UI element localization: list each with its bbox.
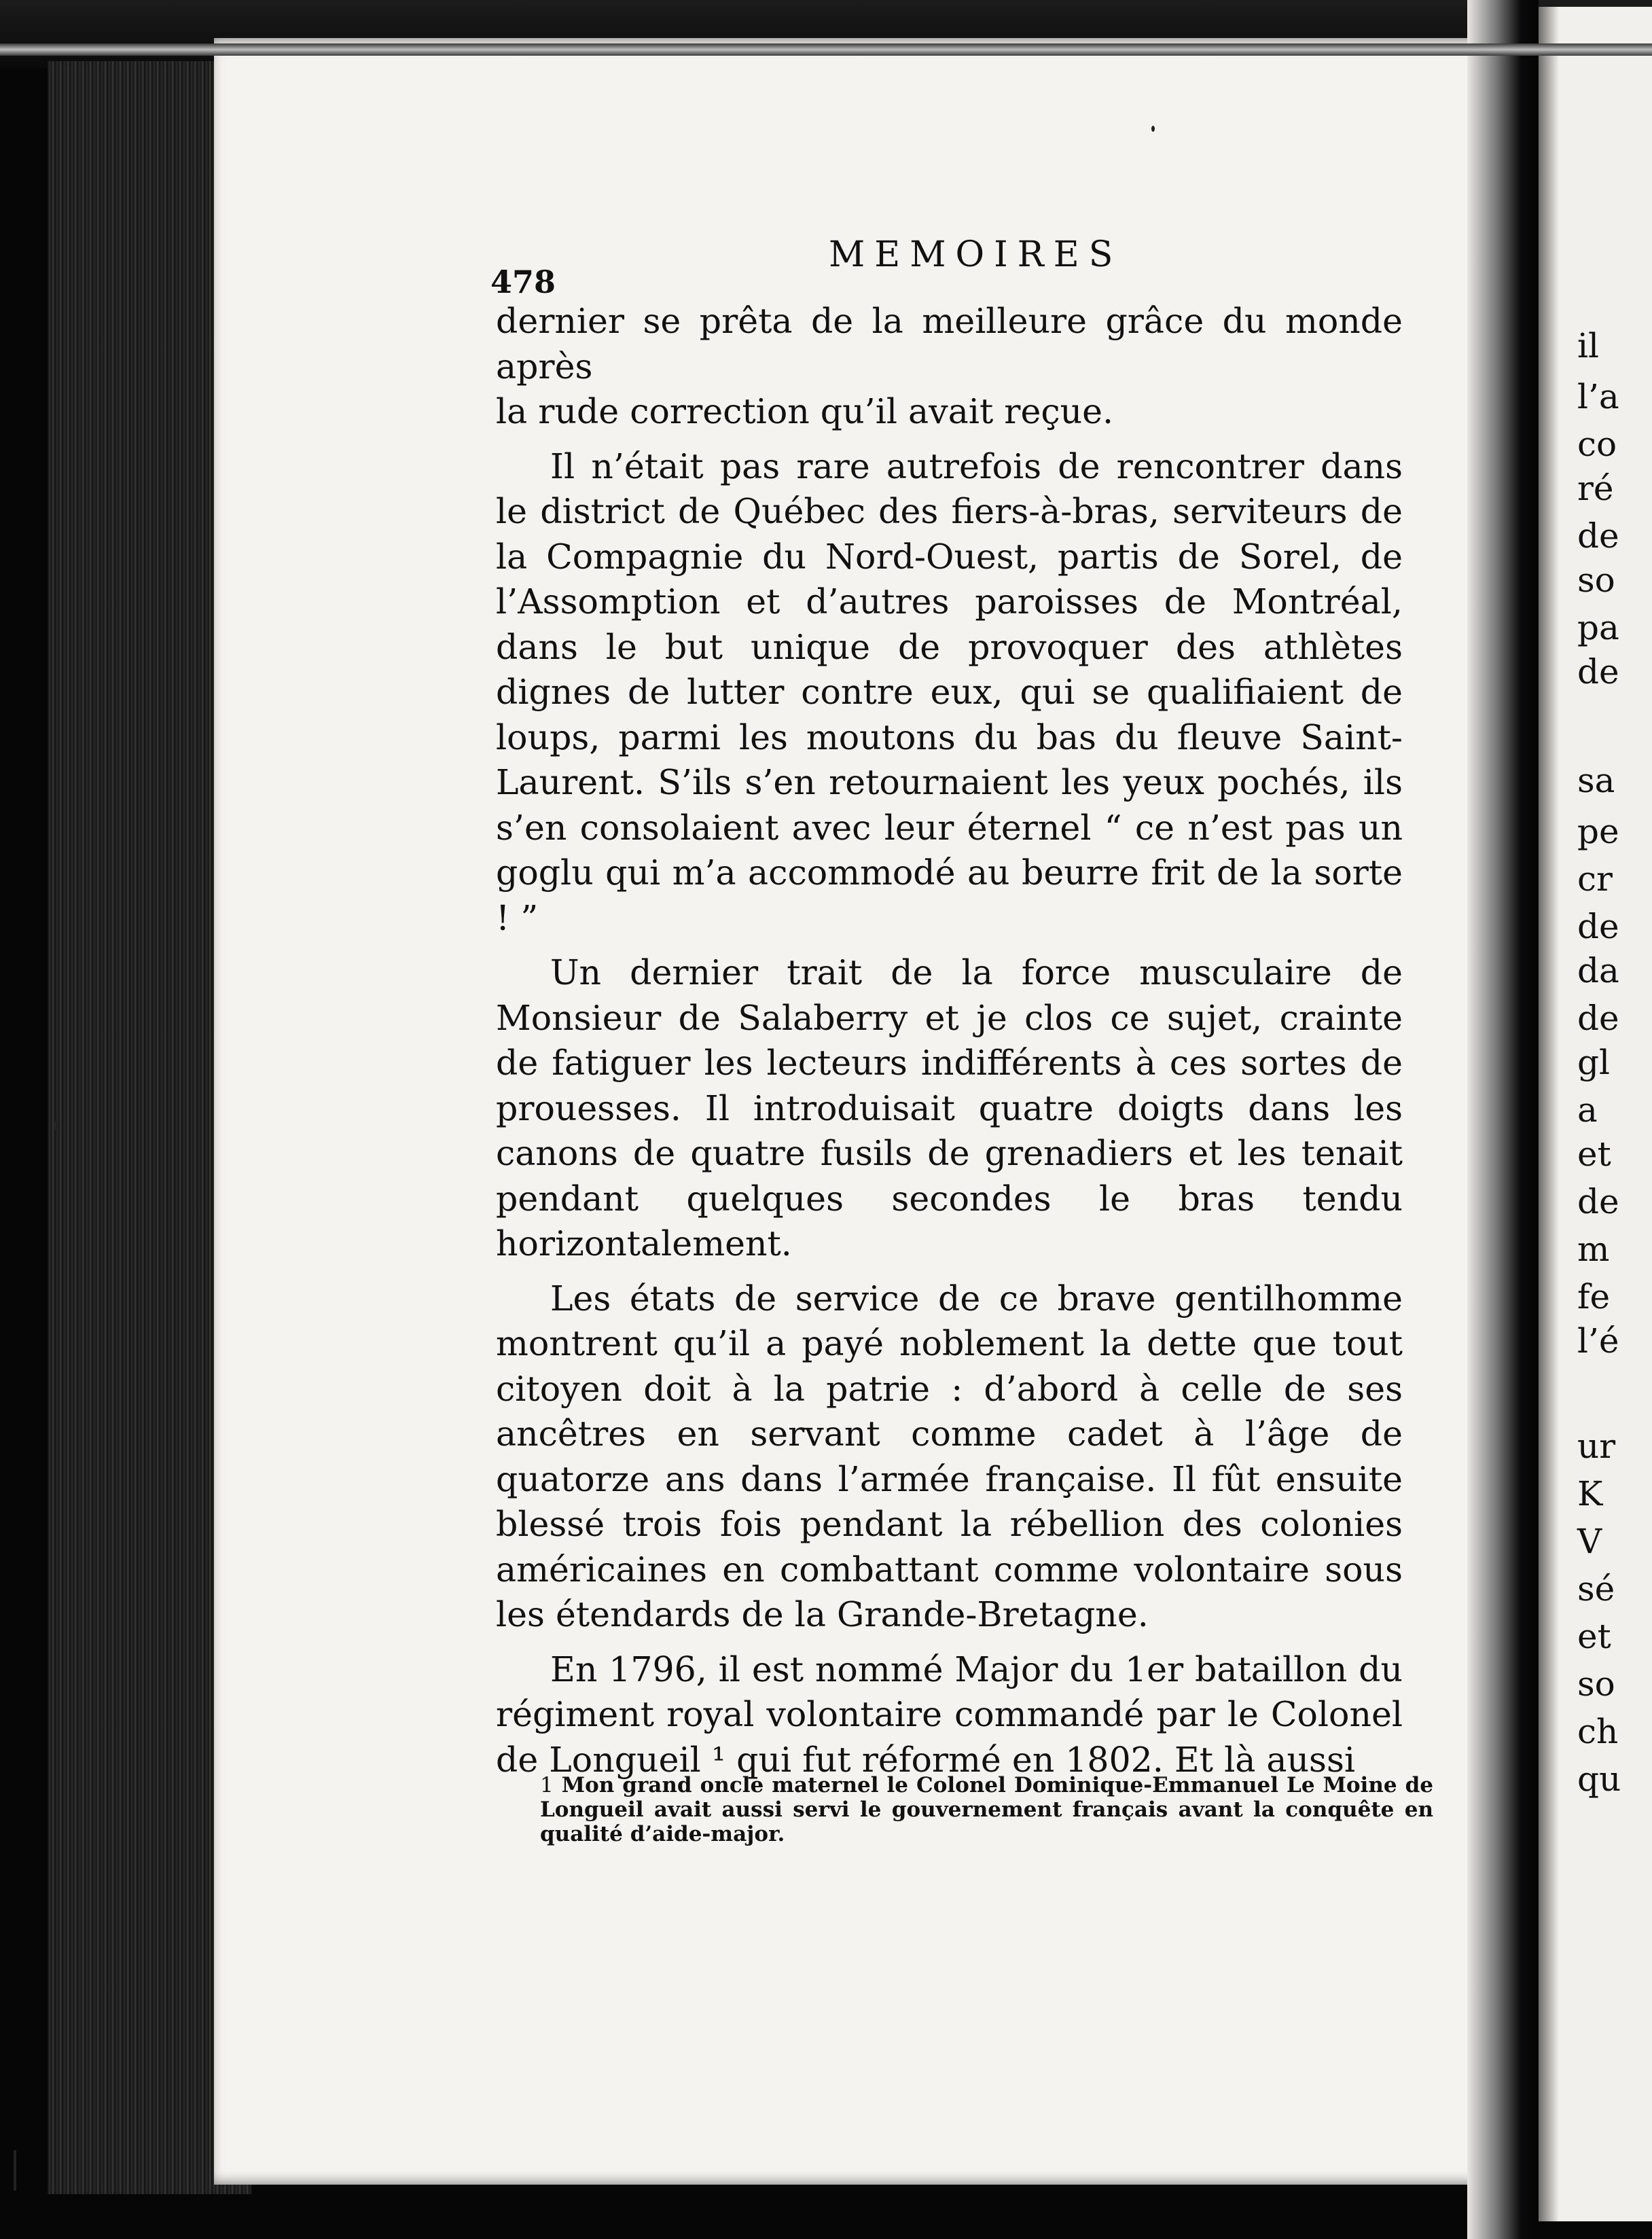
dust-speck	[54, 1121, 58, 1130]
facing-page-line: ur	[1577, 1427, 1616, 1466]
facing-page-line: m	[1577, 1230, 1610, 1269]
facing-page-line: ré	[1577, 469, 1614, 508]
facing-page-line: et	[1577, 1134, 1611, 1174]
facing-page-line: co	[1577, 425, 1617, 464]
facing-page-line: l’a	[1577, 377, 1619, 416]
facing-page-line: da	[1577, 951, 1619, 990]
facing-page-line: K	[1577, 1474, 1603, 1513]
scanner-top-line	[0, 43, 1652, 56]
running-title: MEMOIRES	[829, 234, 1123, 275]
facing-page-line: sa	[1577, 761, 1615, 800]
paragraph-etats-de-service: Les états de service de ce brave gentilhomme montrent qu’il a payé noblement la dette que tout citoyen doit à la patrie : d’abord à celle de ses ancêtres en servant comme cadet à l’âge de quatorze ans dans l’armée française. Il fût ensuite blessé trois fois pendant la rébellion des colonies américaines en combattant comme volontaire sous les étendards de la Grande-Bretagne.	[496, 1278, 1403, 1634]
facing-page-line: et	[1577, 1617, 1611, 1656]
facing-page-line: l’é	[1577, 1321, 1619, 1361]
page-number: 478	[490, 264, 556, 300]
dust-speck	[1151, 126, 1155, 132]
dust-speck	[14, 2150, 16, 2191]
facing-page-line: pe	[1577, 812, 1619, 851]
footnote	[540, 1773, 1433, 1846]
facing-page-line: cr	[1577, 859, 1613, 899]
facing-page-line: fe	[1577, 1277, 1611, 1316]
footnote-mark: 1	[540, 1773, 554, 1797]
paragraph-major-1796: En 1796, il est nommé Major du 1er bataillon du régiment royal volontaire commandé par le Colonel de Longueil ¹ qui fut réformé en 1802. Et là aussi	[496, 1649, 1403, 1780]
paragraph-continuation-line-2: la rude correction qu’il avait reçue.	[496, 391, 1114, 431]
footnote-text: Mon grand oncle maternel le Colonel Dominique-Emmanuel Le Moine de Longueil avait aussi servi le gouvernement français avant la conquête en qualité d’aide-major.	[540, 1773, 1433, 1846]
facing-page-line: de	[1577, 652, 1619, 692]
facing-page-line: so	[1577, 1664, 1615, 1704]
facing-page-line: de	[1577, 1182, 1619, 1221]
facing-page-line: de	[1577, 999, 1619, 1038]
facing-page-line: ch	[1577, 1712, 1619, 1751]
paragraph-continuation-line-1: dernier se prêta de la meilleure grâce du monde après	[496, 301, 1403, 387]
facing-page-line: V	[1577, 1522, 1602, 1561]
facing-page-line: pa	[1577, 608, 1619, 647]
facing-page-line: de	[1577, 516, 1619, 556]
facing-page-line: so	[1577, 560, 1615, 600]
facing-page-shadow	[1539, 7, 1559, 2221]
paragraph-force-musculaire: Un dernier trait de la force musculaire de Monsieur de Salaberry et je clos ce sujet, crainte de fatiguer les lecteurs indifférents à ces sortes de prouesses. Il introduisait quatre doigts dans les canons de quatre fusils de grenadiers et les tenait pendant quelques secondes le bras tendu horizontalement.	[496, 952, 1403, 1264]
facing-page-line: a	[1577, 1090, 1598, 1130]
facing-page-line: gl	[1577, 1043, 1610, 1082]
facing-page-line: sé	[1577, 1569, 1615, 1609]
facing-page-line: de	[1577, 907, 1619, 946]
facing-page-line: il	[1577, 326, 1599, 365]
facing-page-line: qu	[1577, 1759, 1621, 1799]
paragraph-fiers-a-bras: Il n’était pas rare autrefois de rencontrer dans le district de Québec des fiers-à-bras, serviteurs de la Compagnie du Nord-Ouest, partis de Sorel, de l’Assomption et d’autres paroisses de Montréal, dans le but unique de provoquer des athlètes dignes de lutter contre eux, qui se qualifiaient de loups, parmi les moutons du bas du fleuve Saint-Laurent. S’ils s’en retournaient les yeux pochés, ils s’en consolaient avec leur éternel “ ce n’est pas un goglu qui m’a accommodé au beurre frit de la sorte ! ”	[496, 446, 1403, 938]
book-gutter	[1467, 0, 1539, 2239]
page-body	[496, 299, 1403, 1783]
